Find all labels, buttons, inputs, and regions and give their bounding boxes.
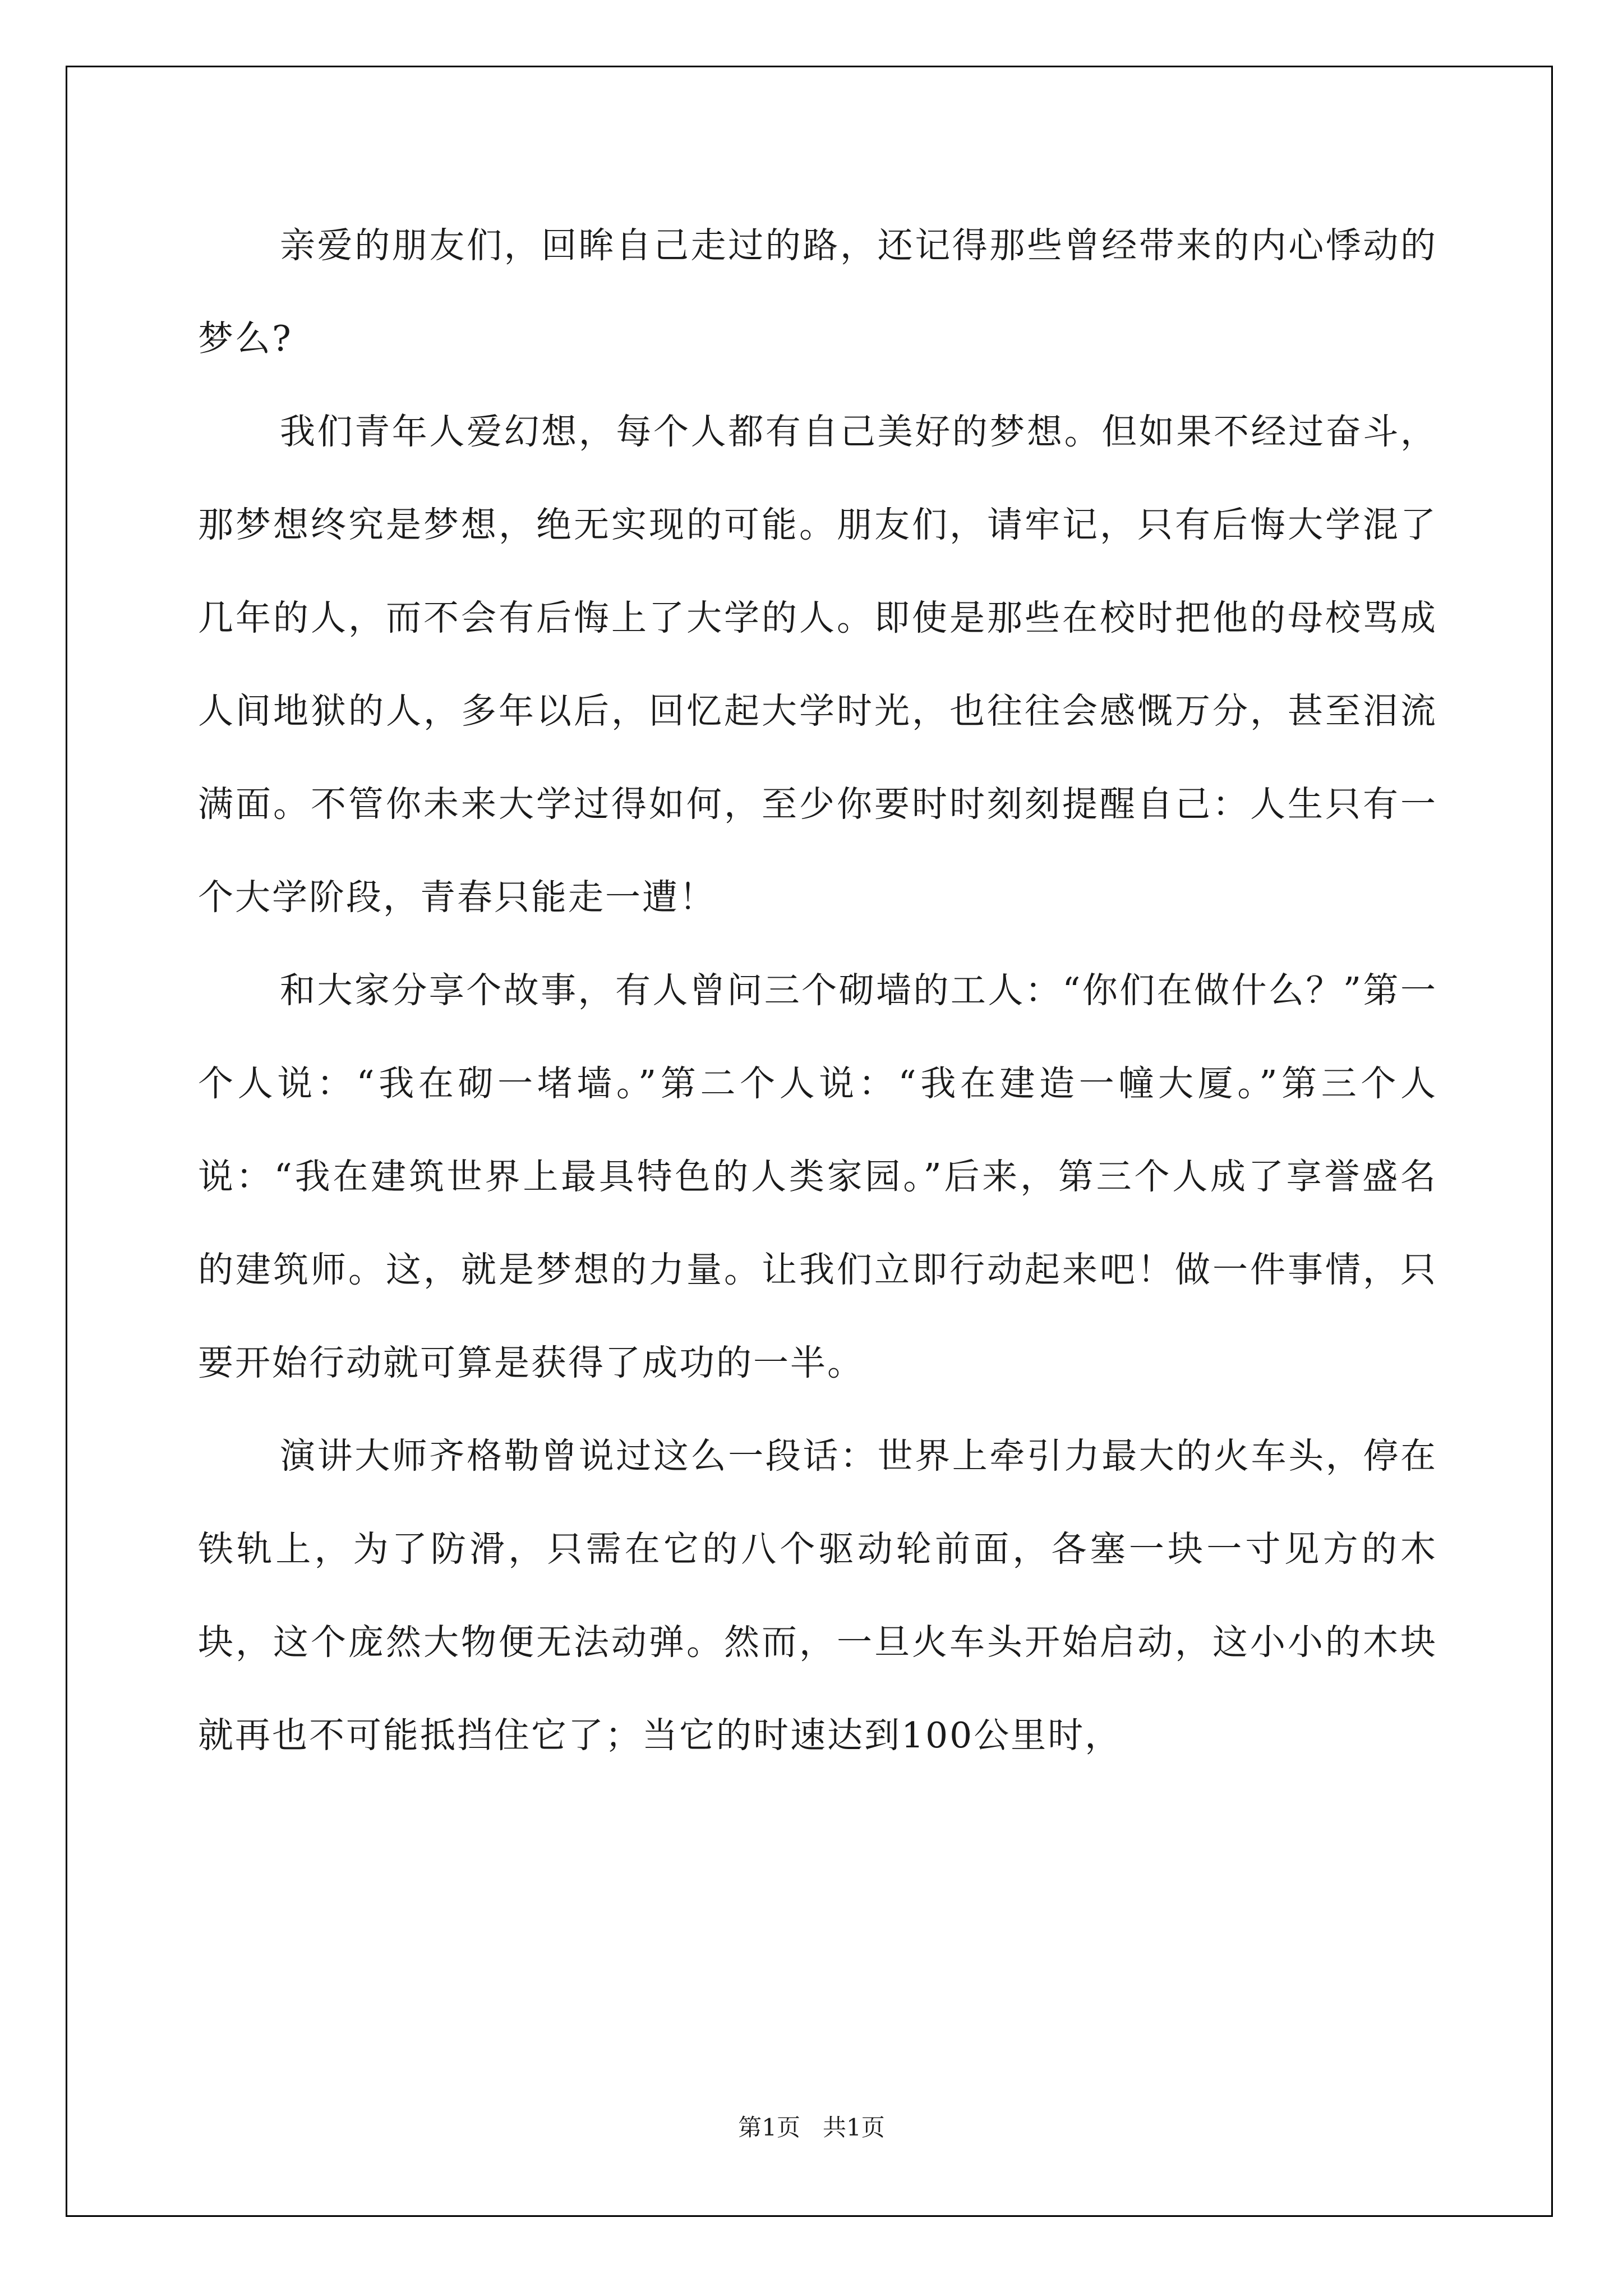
paragraph-4: 演讲大师齐格勒曾说过这么一段话：世界上牵引力最大的火车头，停在铁轨上，为了防滑，只需在它的八个驱动轮前面，各塞一块一寸见方的木块，这个庞然大物便无法动弹。然而，一旦火车头开始启动，这小小的木块就再也不可能抵挡住它了；当它的时速达到100公里时， — [198, 1435, 1437, 1756]
paragraph-3: 和大家分享个故事，有人曾问三个砌墙的工人：“你们在做什么？”第一个人说：“我在砌一堵墙。”第二个人说：“我在建造一幢大厦。”第三个人说：“我在建筑世界上最具特色的人类家园。”后来，第三个人成了享誉盛名的建筑师。这，就是梦想的力量。让我们立即行动起来吧！做一件事情，只要开始行动就可算是获得了成功的一半。 — [198, 970, 1437, 1383]
document-body — [198, 199, 1437, 1782]
paragraph-1: 亲爱的朋友们，回眸自己走过的路，还记得那些曾经带来的内心悸动的梦么? — [198, 225, 1437, 359]
page-number-footer: 第1页 共1页 — [738, 2114, 885, 2141]
paragraph-2: 我们青年人爱幻想，每个人都有自己美好的梦想。但如果不经过奋斗，那梦想终究是梦想，绝无实现的可能。朋友们，请牢记，只有后悔大学混了几年的人，而不会有后悔上了大学的人。即使是那些在校时把他的母校骂成人间地狱的人，多年以后，回忆起大学时光，也往往会感慨万分，甚至泪流满面。不管你未来大学过得如何，至少你要时时刻刻提醒自己：人生只有一个大学阶段，青春只能走一遭！ — [198, 411, 1437, 918]
